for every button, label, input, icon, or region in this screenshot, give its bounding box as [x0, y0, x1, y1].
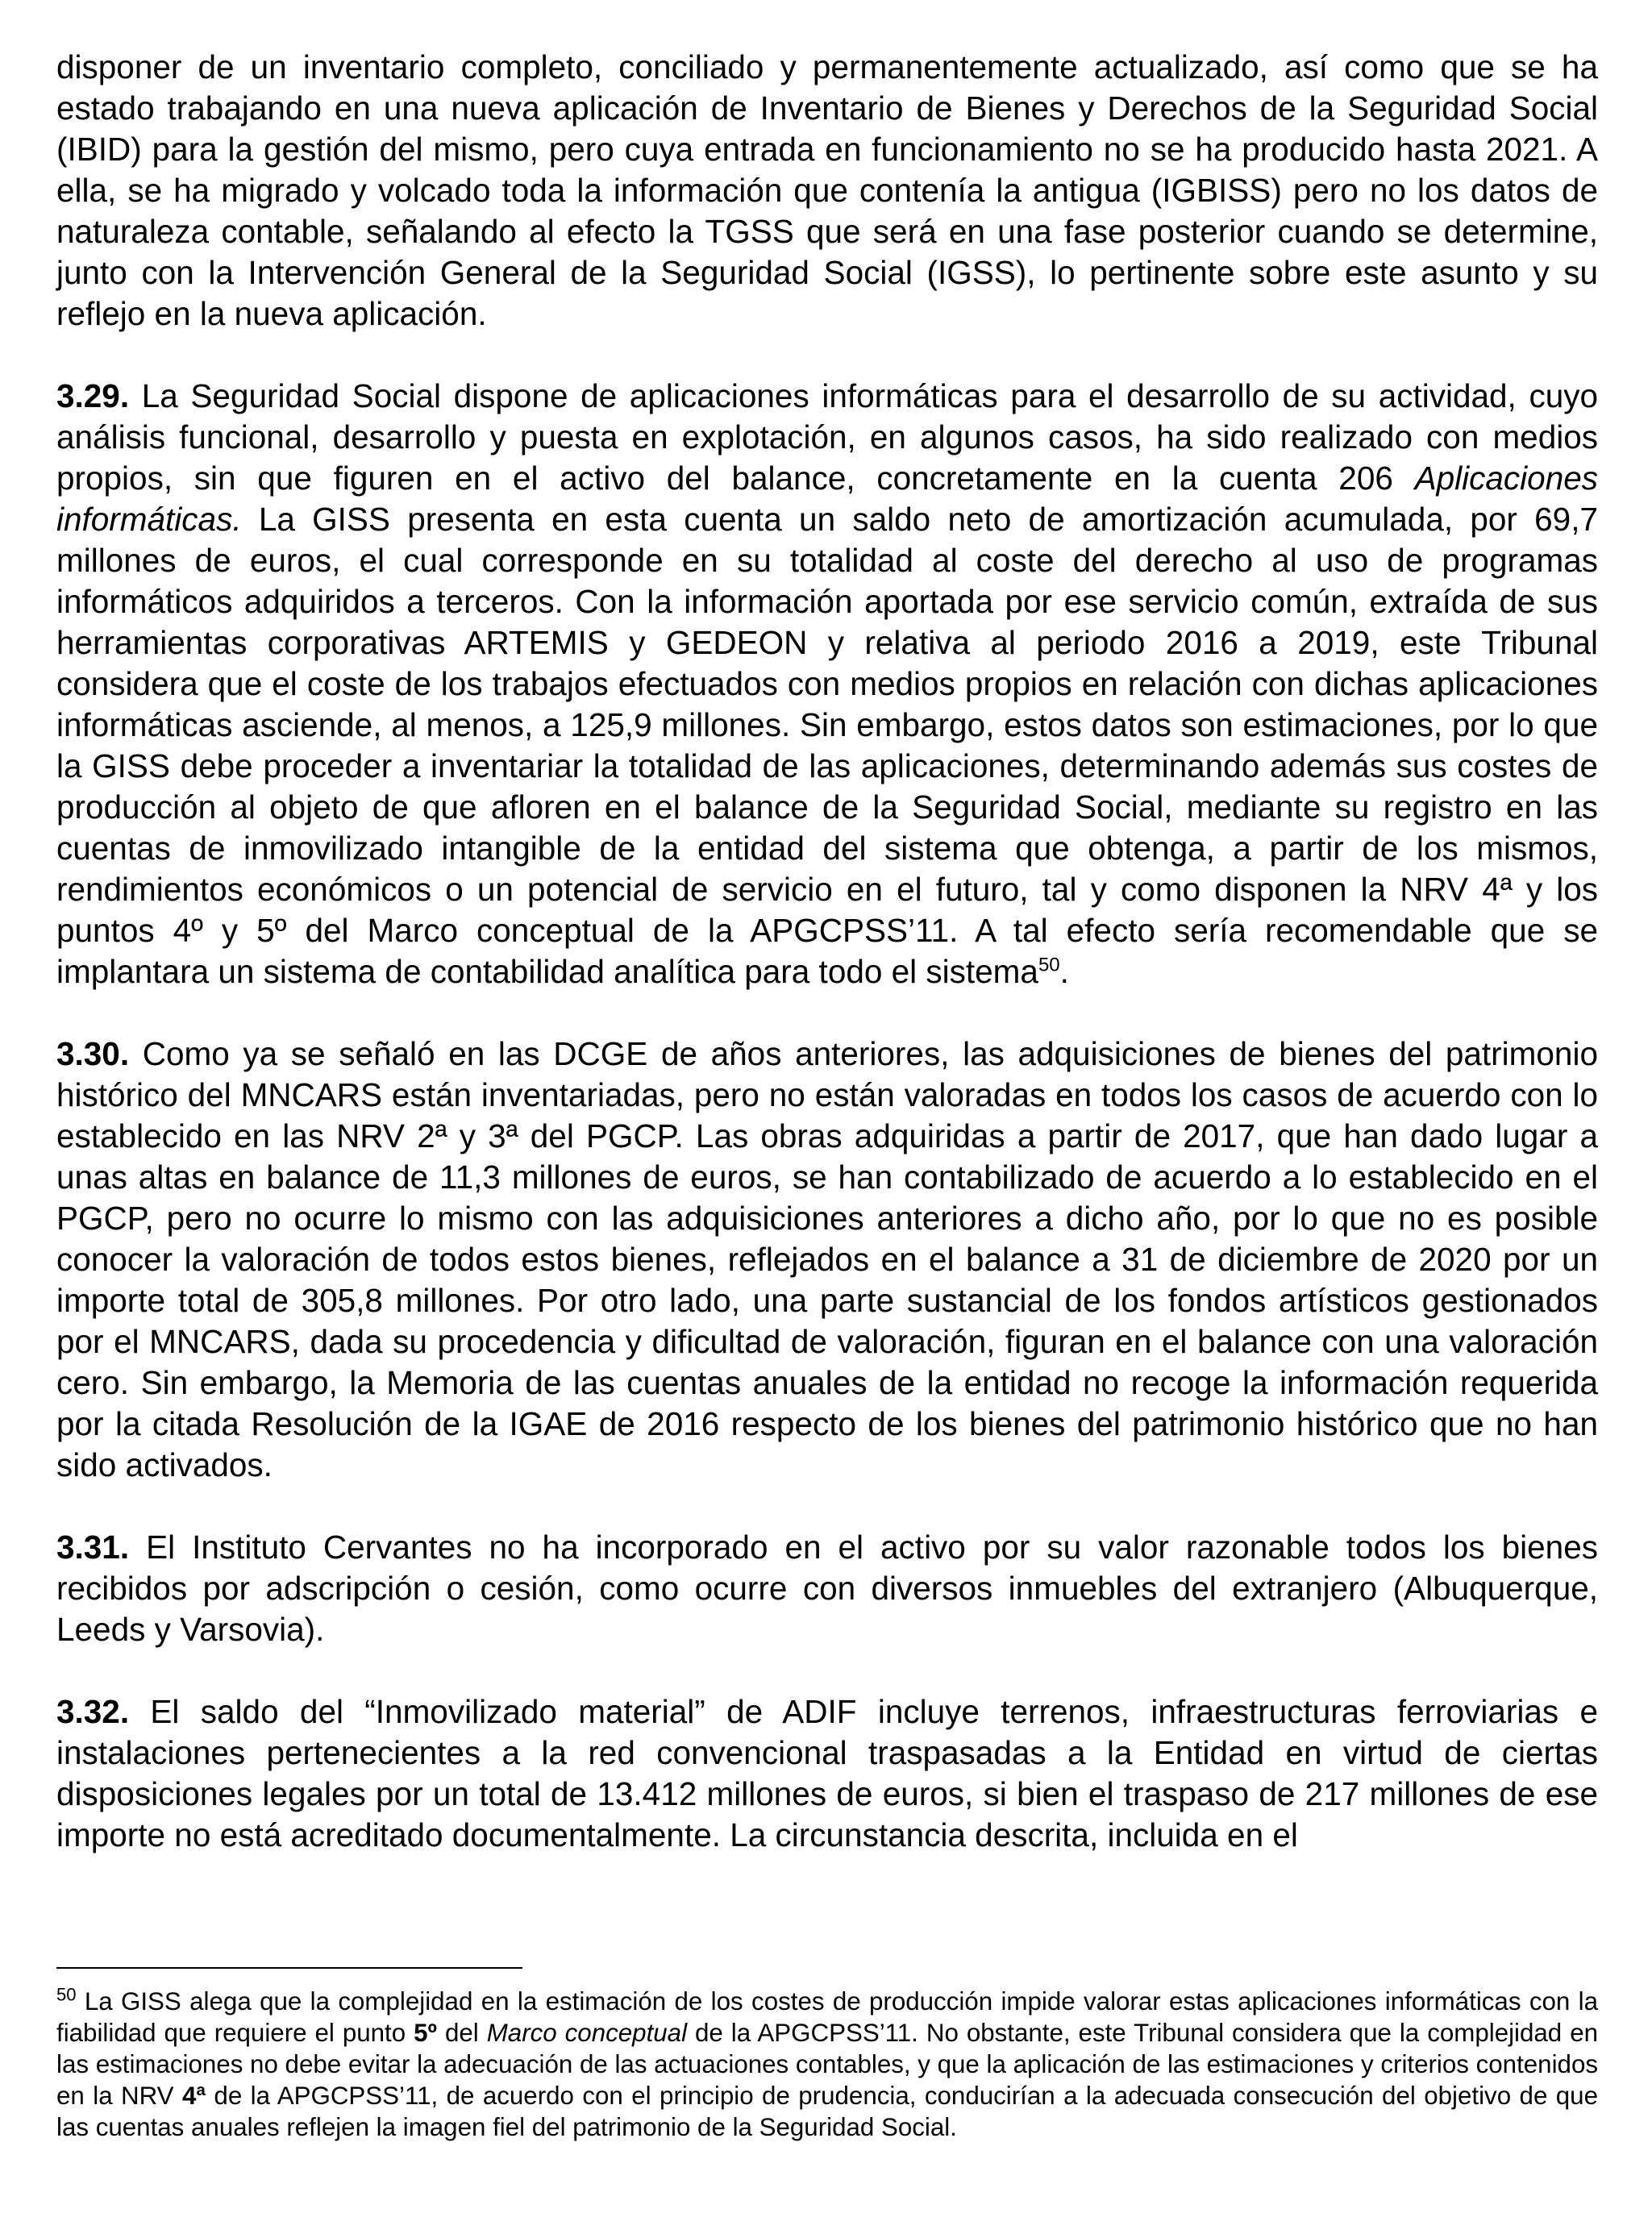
paragraph-number: 3.31.: [56, 1529, 130, 1566]
paragraph-text: Como ya se señaló en las DCGE de años anteriores, las adquisiciones de bienes del patrimonio histórico del MNCARS están inventariadas, pero no están valoradas en todos los casos de acuerdo con lo establecido en las NRV 2ª y 3ª del PGCP. Las obras adquiridas a partir de 2017, que han dado lugar a unas altas en balance de 11,3 millones de euros, se han contabilizado de acuerdo a lo establecido en el PGCP, pero no ocurre lo mismo con las adquisiciones anteriores a dicho año, por lo que no es posible conocer la valoración de todos estos bienes, reflejados en el balance a 31 de diciembre de 2020 por un importe total de 305,8 millones. Por otro lado, una parte sustancial de los fondos artísticos gestionados por el MNCARS, dada su procedencia y dificultad de valoración, figuran en el balance con una valoración cero. Sin embargo, la Memoria de las cuentas anuales de la entidad no recoge la información requerida por la citada Resolución de la IGAE de 2016 respecto de los bienes del patrimonio histórico que no han sido activados.: [56, 1035, 1598, 1483]
paragraph-3-30: [56, 1034, 1598, 1486]
footnote-text: del: [444, 2019, 479, 2047]
paragraph-end: .: [1059, 953, 1069, 990]
footnote-italic-title: Marco conceptual: [486, 2019, 688, 2047]
document-body: [56, 47, 1598, 1897]
paragraph-text: El Instituto Cervantes no ha incorporado en el activo por su valor razonable todos los bienes recibidos por adscripción o cesión, como ocurre con diversos inmuebles del extranjero (Albuquerque, Leeds y Varsovia).: [56, 1529, 1598, 1648]
paragraph-continuation: [56, 47, 1598, 335]
footnote-text: de la APGCPSS’11. No obstante, este Tribunal considera que la complejidad en las estimaciones no debe evitar la adecuación de las actuaciones contables, y que la aplicación de las estimaciones y criterios contenidos en la NRV: [56, 2019, 1599, 2110]
paragraph-3-31: [56, 1527, 1598, 1650]
footnote-separator: [56, 1967, 522, 1969]
paragraph-text-continued: La GISS presenta en esta cuenta un saldo neto de amortización acumulada, por 69,7 millones de euros, el cual corresponde en su totalidad al coste del derecho al uso de programas informáticos adquiridos a terceros. Con la información aportada por ese servicio común, extraída de sus herramientas corporativas ARTEMIS y GEDEON y relativa al periodo 2016 a 2019, este Tribunal considera que el coste de los trabajos efectuados con medios propios en relación con dichas aplicaciones informáticas asciende, al menos, a 125,9 millones. Sin embargo, estos datos son estimaciones, por lo que la GISS debe proceder a inventariar la totalidad de las aplicaciones, determinando además sus costes de producción al objeto de que afloren en el balance de la Seguridad Social, mediante su registro en las cuentas de inmovilizado intangible de la entidad del sistema que obtenga, a partir de los mismos, rendimientos económicos o un potencial de servicio en el futuro, tal y como disponen la NRV 4ª y los puntos 4º y 5º del Marco conceptual de la APGCPSS’11. A tal efecto sería recomendable que se implantara un sistema de contabilidad analítica para todo el sistema: [56, 501, 1598, 990]
footnote-bold-nrv: 4ª: [181, 2082, 206, 2110]
footnote-bold-point: 5º: [414, 2019, 437, 2047]
paragraph-number: 3.30.: [56, 1035, 130, 1072]
footnote-50: [56, 1986, 1598, 2143]
footnote-mark: 50: [56, 1984, 77, 2005]
account-name-italic: Aplicaciones informáticas.: [56, 460, 1598, 538]
paragraph-3-29: [56, 376, 1598, 992]
paragraph-text: La Seguridad Social dispone de aplicaciones informáticas para el desarrollo de su actividad, cuyo análisis funcional, desarrollo y puesta en explotación, en algunos casos, ha sido realizado con medios propios, sin que figuren en el activo del balance, concretamente en la cuenta 206: [56, 377, 1598, 497]
paragraph-number: 3.29.: [56, 377, 130, 414]
footnote-text: La GISS alega que la complejidad en la estimación de los costes de producción impide valorar estas aplicaciones informáticas con la fiabilidad que requiere el punto: [56, 1987, 1598, 2047]
footnote-reference[interactable]: 50: [1038, 954, 1060, 976]
paragraph-text: El saldo del “Inmovilizado material” de ADIF incluye terrenos, infraestructuras ferroviarias e instalaciones pertenecientes a la red convencional traspasadas a la Entidad en virtud de ciertas disposiciones legales por un total de 13.412 millones de euros, si bien el traspaso de 217 millones de ese importe no está acreditado documentalmente. La circunstancia descrita, incluida en el: [56, 1693, 1598, 1853]
paragraph-text: disponer de un inventario completo, conciliado y permanentemente actualizado, así como que se ha estado trabajando en una nueva aplicación de Inventario de Bienes y Derechos de la Seguridad Social (IBID) para la gestión del mismo, pero cuya entrada en funcionamiento no se ha producido hasta 2021. A ella, se ha migrado y volcado toda la información que contenía la antigua (IGBISS) pero no los datos de naturaleza contable, señalando al efecto la TGSS que será en una fase posterior cuando se determine, junto con la Intervención General de la Seguridad Social (IGSS), lo pertinente sobre este asunto y su reflejo en la nueva aplicación.: [56, 48, 1598, 332]
paragraph-3-32: [56, 1691, 1598, 1856]
paragraph-number: 3.32.: [56, 1693, 130, 1730]
footnote-text: de la APGCPSS’11, de acuerdo con el principio de prudencia, conducirían a la adecuada consecución del objetivo de que las cuentas anuales reflejen la imagen fiel del patrimonio de la Seguridad Social.: [56, 2082, 1598, 2141]
